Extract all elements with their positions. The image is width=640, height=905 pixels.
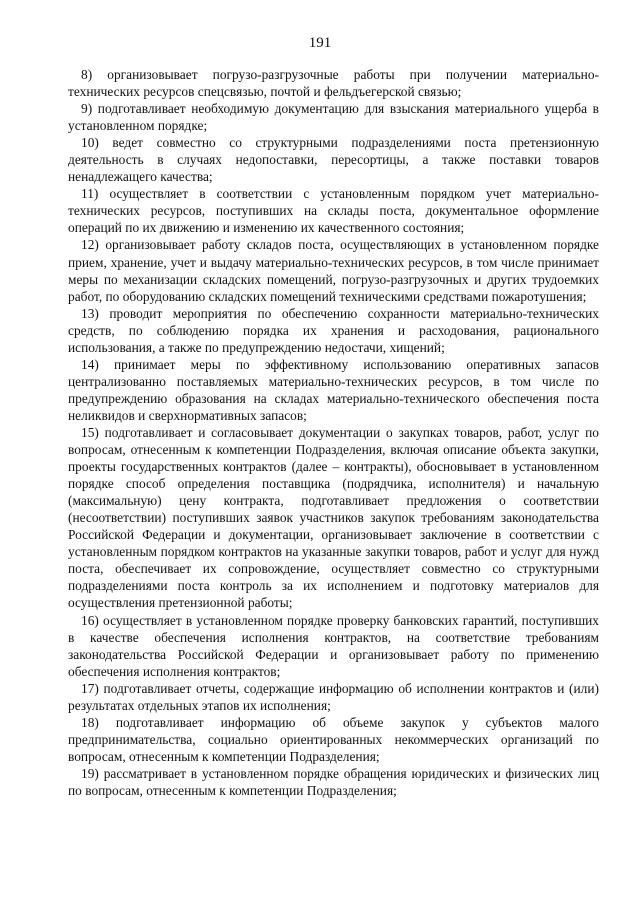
list-item-text: 9) подготавливает необходимую документацию для взыскания материального ущерба в установленном порядке; [68,101,599,134]
list-item-18 [68,714,599,765]
page-number: 191 [308,35,332,51]
list-item-text: 11) осуществляет в соответствии с установленным порядком учет материально-технических ресурсов, поступивших на склады поста, документальное оформление операций по их движению и изменению их качественного состояния; [68,186,599,236]
list-item-17 [68,680,599,714]
list-item-8 [68,66,599,100]
list-item-14 [68,356,599,424]
list-item-text: 15) подготавливает и согласовывает документации о закупках товаров, работ, услуг по вопросам, отнесенным к компетенции Подразделения, включая описание объекта закупки, проекты государственных контрактов (далее – контракты), обосновывает в установленном порядке способ определения поставщика (подрядчика, исполнителя) и начальную (максимальную) цену контракта, подготавливает предложения о соответствии (несоответствии) поступивших заявок участников закупок требованиям законодательства Российской Федерации и документации, организовывает заключение в соответствии с установленным порядком контрактов на указанные закупки товаров, работ и услуг для нужд поста, обеспечивает их сопровождение, осуществляет совместно со структурными подразделениями поста контроль за их исполнением и подготовку материалов для осуществления претензионной работы; [68,424,599,611]
list-item-text: 14) принимает меры по эффективному использованию оперативных запасов централизованно поставляемых материально-технических ресурсов, в том числе по предупреждению образования на складах материально-технического обеспечения поста неликвидов и сверхнормативных запасов; [68,356,599,423]
list-item-15 [68,424,599,612]
list-item-text: 10) ведет совместно со структурными подразделениями поста претензионную деятельность в случаях недопоставки, пересортицы, а также поставки товаров ненадлежащего качества; [68,135,599,185]
list-item-text: 19) рассматривает в установленном порядке обращения юридических и физических лиц по вопросам, отнесенным к компетенции Подразделения; [68,765,599,798]
list-item-text: 12) организовывает работу складов поста, осуществляющих в установленном порядке прием, хранение, учет и выдачу материально-технических ресурсов, в том числе принимает меры по механизации складских помещений, погрузо-разгрузочных и других трудоемких работ, по оборудованию складских помещений техническими средствами пожаротушения; [68,237,599,304]
list-item-13 [68,305,599,356]
document-body [68,66,599,799]
list-item-text: 18) подготавливает информацию об объеме закупок у субъектов малого предпринимательства, социально ориентированных некоммерческих организаций по вопросам, отнесенным к компетенции Подразделения; [68,714,599,764]
list-item-text: 16) осуществляет в установленном порядке проверку банковских гарантий, поступивших в качестве обеспечения исполнения контрактов, на соответствие требованиям законодательства Российской Федерации и организовывает работу по применению обеспечения исполнения контрактов; [68,612,599,679]
list-item-12 [68,236,599,304]
list-item-19 [68,765,599,799]
list-item-11 [68,185,599,236]
list-item-text: 13) проводит мероприятия по обеспечению сохранности материально-технических средств, по соблюдению порядка их хранения и расходования, рационального использования, а также по предупреждению недостачи, хищений; [68,305,599,355]
list-item-9 [68,100,599,134]
list-item-16 [68,612,599,680]
list-item-text: 17) подготавливает отчеты, содержащие информацию об исполнении контрактов и (или) результатах отдельных этапов их исполнения; [68,680,599,713]
list-item-10 [68,134,599,185]
list-item-text: 8) организовывает погрузо-разгрузочные работы при получении материально-технических ресурсов спецсвязью, почтой и фельдъегерской связью; [68,67,599,100]
